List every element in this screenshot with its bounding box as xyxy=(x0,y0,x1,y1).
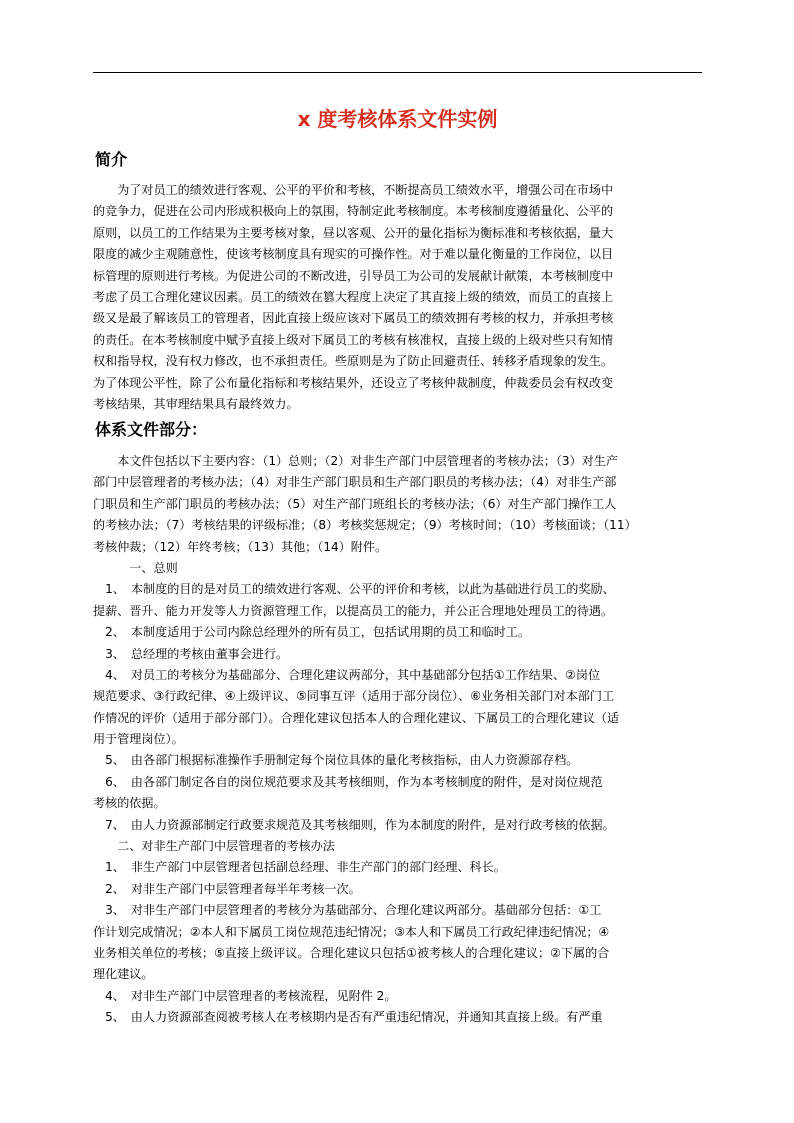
text-line: 2、 本制度适用于公司内除总经理外的所有员工，包括试用期的员工和临时工。 xyxy=(93,625,531,640)
header-rule xyxy=(93,72,702,73)
text-line: 考核仲裁；（12）年终考核；（13）其他；（14）附件。 xyxy=(93,539,388,554)
text-line: 级又是最了解该员工的管理者，因此直接上级应该对下属员工的绩效拥有考核的权力，并承担考核 xyxy=(93,311,614,326)
text-line: 原则，以员工的工作结果为主要考核对象，昼以客观、公开的量化指标为衡标准和考核依据，量大 xyxy=(93,225,614,240)
system-files-body xyxy=(93,451,708,1029)
text-line: 4、 对非生产部门中层管理者的考核流程，见附件 2。 xyxy=(93,988,397,1003)
text-line: 作情况的评价（适用于部分部门）。合理化建议包括本人的合理化建议、下属员工的合理化建议（适 xyxy=(93,710,620,725)
page-title: x 度考核体系文件实例 xyxy=(297,107,498,131)
text-line: 考核结果，其审理结果具有最终效力。 xyxy=(93,396,299,411)
text-line: 本文件包括以下主要内容：（1）总则；（2）对非生产部门中层管理者的考核办法；（3）对生产 xyxy=(93,454,618,468)
text-line: 门职员和生产部门职员的考核办法；（5）对生产部门班组长的考核办法；（6）对生产部门操作工人 xyxy=(93,496,617,511)
text-line: 作计划完成情况；②本人和下属员工岗位规范违纪情况；③本人和下属员工行政纪律违纪情况；④ xyxy=(93,924,610,939)
text-line: 的责任。在本考核制度中赋予直接上级对下属员工的考核有核准权，直接上级的上级对些只有知情 xyxy=(93,332,614,347)
text-line: 理化建议。 xyxy=(93,967,154,982)
text-line: 标管理的原则进行考核。为促进公司的不断改进，引导员工为公司的发展献计献策，本考核制度中 xyxy=(93,268,614,283)
text-line: 3、 对非生产部门中层管理者的考核分为基础部分、合理化建议两部分。基础部分包括：①工 xyxy=(93,903,602,918)
text-line: 权和指导权，没有权力修改，也不承担责任。些原则是为了防止回避责任、转移矛盾现象的发生。 xyxy=(93,354,614,369)
text-line: 考虑了员工合理化建议因素。员工的绩效在篡大程度上决定了其直接上级的绩效，而员工的直接上 xyxy=(93,289,614,304)
text-line: 7、 由人力资源部制定行政要求规范及其考核细则，作为本制度的附件，是对行政考核的依据。 xyxy=(93,817,615,832)
text-line: 5、 由人力资源部查阅被考核人在考核期内是否有严重违纪情况，并通知其直接上级。有严重 xyxy=(93,1010,603,1025)
text-line: 1、 非生产部门中层管理者包括副总经理、非生产部门的部门经理、科长。 xyxy=(93,860,506,875)
text-line: 1、 本制度的目的是对员工的绩效进行客观、公平的评价和考核，以此为基础进行员工的奖励、 xyxy=(93,582,615,597)
text-line: 限度的减少主观随意性，使该考核制度具有现实的可操作性。对于难以量化衡量的工作岗位，以目 xyxy=(93,247,614,262)
text-line: 5、 由各部门根据标准操作手册制定每个岗位具体的量化考核指标，由人力资源部存档。 xyxy=(93,753,579,768)
text-line: 的考核办法；（7）考核结果的评级标准；（8）考核奖惩规定；（9）考核时间；（10）考核面谈；（11） xyxy=(93,518,637,533)
text-line: 的竞争力，促进在公司内形成积极向上的氛围，特制定此考核制度。本考核制度遵循量化、公平的 xyxy=(93,204,614,219)
text-line: 用于管理岗位）。 xyxy=(93,732,184,747)
text-line: 二、对非生产部门中层管理者的考核办法 xyxy=(93,839,335,854)
section-heading-intro: 简介 xyxy=(95,150,128,169)
text-line: 考核的依据。 xyxy=(93,796,166,811)
text-line: 提薪、晋升、能力开发等人力资源管理工作，以提高员工的能力，并公正合理地处理员工的待遇。 xyxy=(93,603,614,618)
text-line: 6、 由各部门制定各自的岗位规范要求及其考核细则，作为本考核制度的附件，是对岗位规范 xyxy=(93,774,603,789)
text-line: 规范要求、③行政纪律、④上级评议、⑤同事互评（适用于部分岗位）、⑥业务相关部门对本部门工 xyxy=(93,689,615,704)
text-line: 2、 对非生产部门中层管理者每半年考核一次。 xyxy=(93,881,361,896)
text-line: 部门中层管理者的考核办法；（4）对非生产部门职员和生产部门职员的考核办法；（4）对非生产部 xyxy=(93,475,617,490)
text-line: 业务相关单位的考核；⑤直接上级评议。合理化建议只包括①被考核人的合理化建议；②下属的合 xyxy=(93,945,610,960)
text-line: 4、 对员工的考核分为基础部分、合理化建议两部分，其中基础部分包括①工作结果、②岗位 xyxy=(93,667,601,682)
text-line: 为了体现公平性，除了公布量化指标和考核结果外，还设立了考核仲裁制度，仲裁委员会有权改变 xyxy=(93,375,614,390)
section-heading-system-files: 体系文件部分： xyxy=(95,420,208,439)
intro-paragraph xyxy=(93,180,708,415)
text-line: 3、 总经理的考核由董事会进行。 xyxy=(93,646,289,661)
text-line: 一、总则 xyxy=(93,560,178,575)
text-line: 为了对员工的绩效进行客观、公平的平价和考核，不断提高员工绩效水平，增强公司在市场中 xyxy=(93,183,614,197)
